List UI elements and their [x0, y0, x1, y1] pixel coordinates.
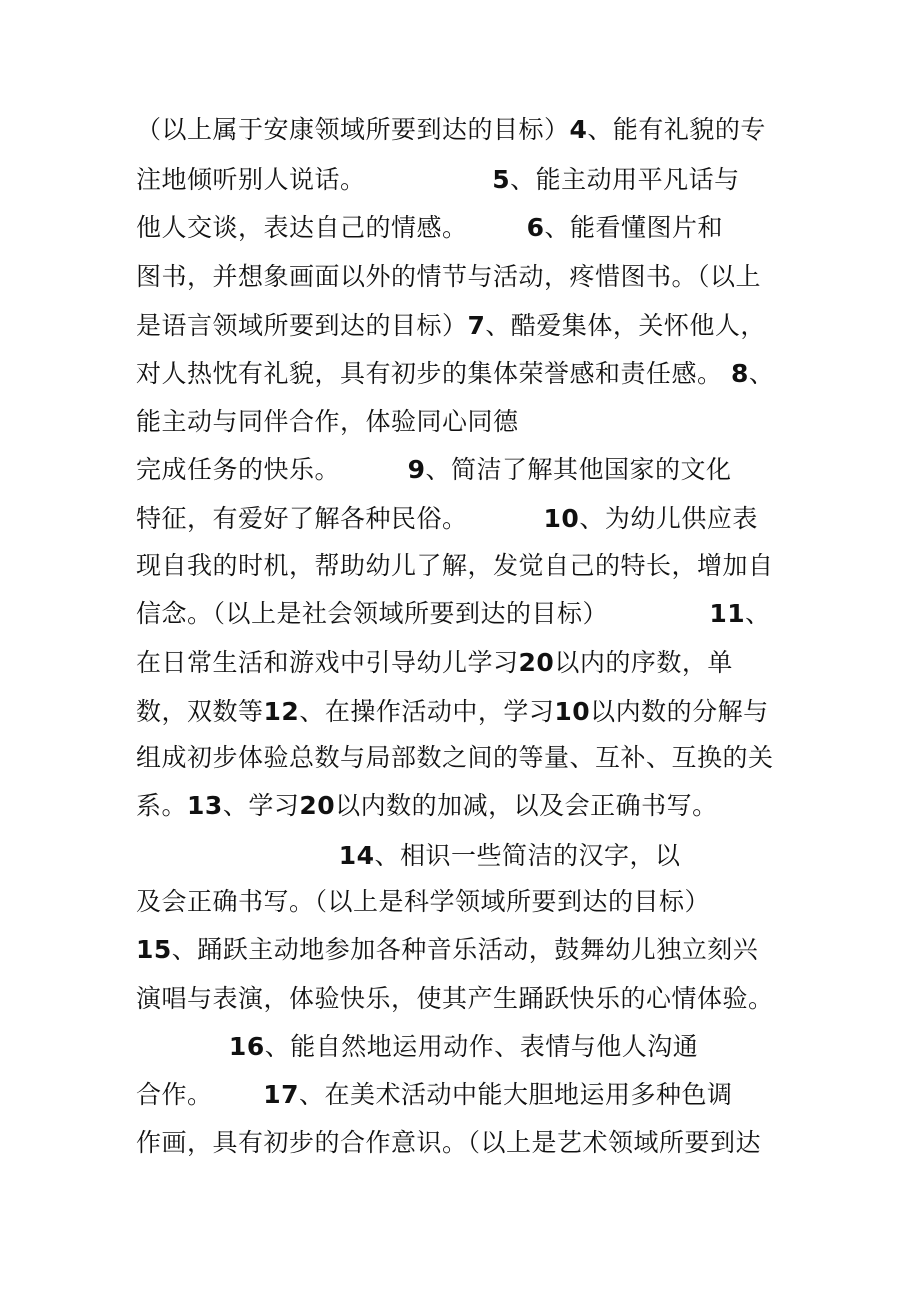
- text-segment: （以上属于安康领域所要到达的目标）: [136, 115, 570, 144]
- text-segment: 、能自然地运用动作、表情与他人沟通: [264, 1032, 699, 1061]
- text-segment: 以内的序数，单: [554, 648, 733, 677]
- text-line: [136, 832, 681, 880]
- text-segment: 、学习: [222, 791, 300, 820]
- text-segment: 图书，并想象画面以外的情节与活动，疼惜图书。（以上: [136, 262, 762, 291]
- text-segment: 及会正确书写。（以上是科学领域所要到达的目标）: [136, 887, 711, 916]
- text-segment: 、踊跃主动地参加各种音乐活动，鼓舞幼儿独立刻兴: [171, 935, 759, 964]
- text-line: [136, 639, 733, 687]
- item-number: 4: [569, 115, 588, 144]
- item-number: 12: [263, 697, 300, 726]
- text-segment: 、能看懂图片和: [544, 213, 724, 242]
- text-segment: 、: [748, 359, 775, 388]
- text-segment: 在日常生活和游戏中引导幼儿学习: [136, 648, 519, 677]
- text-line: [136, 926, 758, 974]
- item-number: 20: [518, 648, 555, 677]
- text-line: [136, 975, 774, 1023]
- text-segment: 注地倾听别人说话。: [136, 165, 493, 194]
- text-segment: 能主动与同伴合作，体验同心同德: [136, 407, 519, 436]
- item-number: 7: [467, 311, 486, 340]
- text-segment: 信念。（以上是社会领域所要到达的目标）: [136, 599, 710, 628]
- item-number: 13: [187, 791, 223, 820]
- text-segment: 、能主动用平凡话与: [510, 165, 740, 194]
- text-line: [136, 106, 766, 154]
- text-segment: 、: [745, 599, 771, 628]
- text-line: [136, 1023, 698, 1071]
- item-number: 11: [709, 599, 746, 628]
- text-segment: 数，双数等: [136, 697, 264, 726]
- text-segment: 、能有礼貌的专: [587, 115, 766, 144]
- text-line: [136, 1071, 733, 1119]
- text-segment: 以内数的加减，以及会正确书写。: [335, 791, 718, 820]
- text-segment: 、为幼儿供应表: [579, 504, 758, 533]
- text-segment: 他人交谈，表达自己的情感。: [136, 213, 527, 242]
- text-segment: 现自我的时机，帮助幼儿了解，发觉自己的特长，增加自: [136, 551, 774, 580]
- text-segment: 演唱与表演，体验快乐，使其产生踊跃快乐的心情体验。: [136, 984, 774, 1013]
- text-segment: 合作。: [136, 1080, 264, 1109]
- text-line: [136, 878, 710, 926]
- text-segment: 、简洁了解其他国家的文化: [425, 455, 732, 484]
- item-number: 16: [228, 1032, 265, 1061]
- text-line: [136, 398, 519, 446]
- text-line: [136, 688, 769, 736]
- text-segment: [136, 841, 339, 870]
- item-number: 10: [554, 697, 591, 726]
- text-segment: [136, 1032, 229, 1061]
- text-segment: 特征，有爱好了解各种民俗。: [136, 504, 544, 533]
- text-line: [136, 204, 723, 252]
- text-line: [136, 590, 771, 638]
- text-segment: 组成初步体验总数与局部数之间的等量、互补、互换的关: [136, 743, 774, 772]
- item-number: 15: [136, 935, 172, 964]
- text-line: [136, 302, 766, 350]
- text-line: [136, 156, 740, 204]
- text-segment: 是语言领域所要到达的目标）: [136, 311, 468, 340]
- text-line: [136, 542, 774, 590]
- item-number: 8: [730, 359, 749, 388]
- text-line: [136, 446, 732, 494]
- text-line: [136, 495, 758, 543]
- text-segment: 系。: [136, 791, 188, 820]
- text-segment: 、在操作活动中，学习: [299, 697, 555, 726]
- item-number: 6: [526, 213, 545, 242]
- text-line: [136, 782, 718, 830]
- text-segment: 对人热忱有礼貌，具有初步的集体荣誉感和责任感。: [136, 359, 731, 388]
- text-segment: 完成任务的快乐。: [136, 455, 408, 484]
- text-segment: 、酷爱集体，关怀他人，: [485, 311, 766, 340]
- item-number: 20: [299, 791, 336, 820]
- text-line: [136, 253, 761, 301]
- text-line: [136, 1119, 761, 1167]
- item-number: 9: [407, 455, 426, 484]
- text-segment: 作画，具有初步的合作意识。（以上是艺术领域所要到达: [136, 1128, 762, 1157]
- text-line: [136, 350, 774, 398]
- item-number: 5: [492, 165, 511, 194]
- text-segment: 、在美术活动中能大胆地运用多种色调: [298, 1080, 733, 1109]
- item-number: 17: [263, 1080, 299, 1109]
- text-line: [136, 734, 774, 782]
- item-number: 14: [338, 841, 375, 870]
- item-number: 10: [543, 504, 580, 533]
- text-segment: 、相识一些简洁的汉字，以: [374, 841, 681, 870]
- text-segment: 以内数的分解与: [590, 697, 769, 726]
